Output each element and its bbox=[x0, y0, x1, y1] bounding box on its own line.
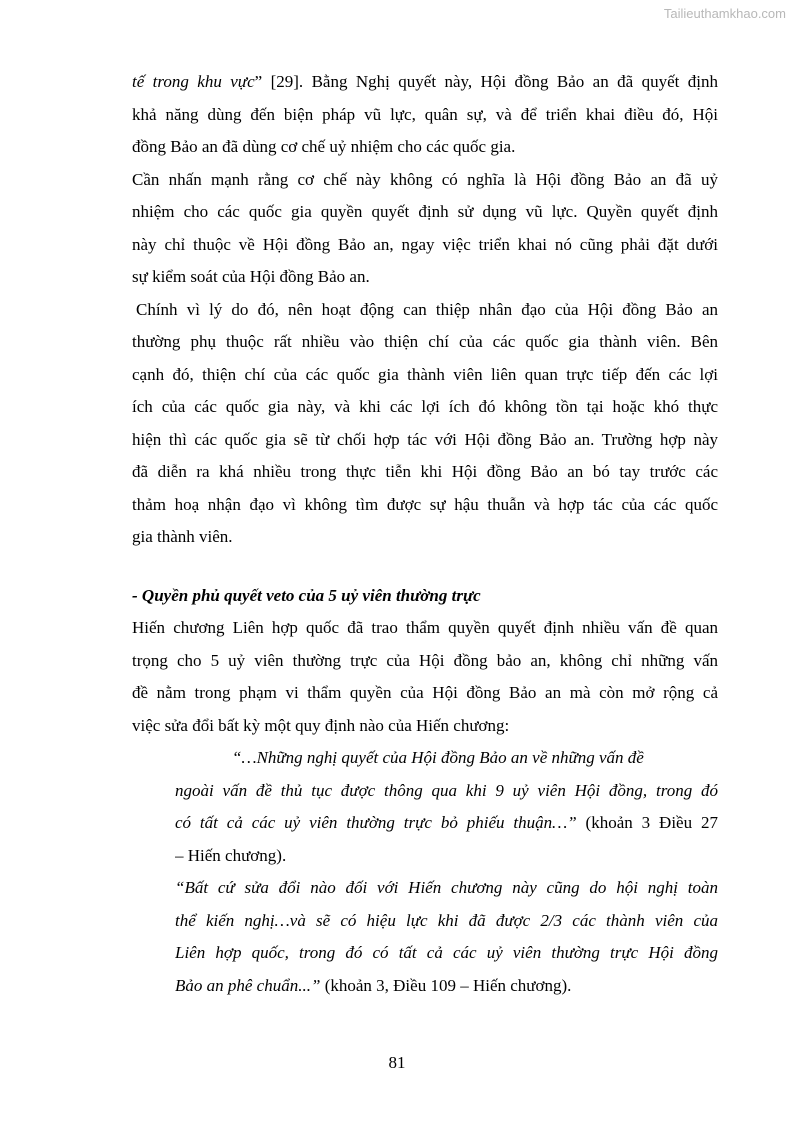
italic-phrase: có tất cả các uỷ viên thường trực bỏ phiếu thuận…” bbox=[175, 813, 577, 832]
citation: – Hiến chương). bbox=[175, 845, 287, 865]
quote-1 bbox=[175, 742, 718, 872]
text-line: thảm hoạ nhận đạo vì không tìm được sự hậu thuẫn và hợp tác của các quốc bbox=[132, 494, 718, 514]
citation: (khoản 3, Điều 109 – Hiến chương). bbox=[320, 975, 572, 995]
paragraph-4 bbox=[132, 612, 718, 742]
section-heading: - Quyền phủ quyết veto của 5 uỷ viên thường trực bbox=[132, 585, 481, 605]
text-line: “Bất cứ sửa đổi nào đối với Hiến chương này cũng do hội nghị toàn bbox=[175, 878, 718, 897]
text-line: hiện thì các quốc gia sẽ từ chối hợp tác với Hội đồng Bảo an. Trường hợp này bbox=[132, 429, 718, 449]
text-line: Hiến chương Liên hợp quốc đã trao thẩm quyền quyết định nhiều vấn đề quan bbox=[132, 618, 718, 637]
paragraph-2 bbox=[132, 164, 718, 294]
text-line: Chính vì lý do đó, nên hoạt động can thiệp nhân đạo của Hội đồng Bảo an bbox=[136, 299, 718, 319]
text-line: thường phụ thuộc rất nhiều vào thiện chí của các quốc gia thành viên. Bên bbox=[132, 332, 718, 351]
text-line: đã diễn ra khá nhiều trong thực tiễn khi Hội đồng Bảo an bó tay trước các bbox=[132, 462, 718, 481]
watermark: Tailieuthamkhao.com bbox=[663, 6, 786, 21]
paragraph-3 bbox=[132, 294, 718, 554]
quote-2 bbox=[175, 872, 718, 1002]
italic-phrase: Bảo an phê chuẩn...” bbox=[175, 975, 321, 995]
text-line: cạnh đó, thiện chí của các quốc gia thành viên liên quan trực tiếp đến các lợi bbox=[132, 364, 718, 384]
citation: (khoản 3 Điều 27 bbox=[576, 813, 718, 832]
italic-phrase: tế trong khu vực bbox=[132, 72, 255, 91]
text-line bbox=[132, 66, 718, 99]
text-line: thể kiến nghị…và sẽ có hiệu lực khi đã được 2/3 các thành viên của bbox=[175, 910, 718, 930]
text-line: nhiệm cho các quốc gia quyền quyết định sử dụng vũ lực. Quyền quyết định bbox=[132, 202, 718, 221]
text-line: này chỉ thuộc về Hội đồng Bảo an, ngay việc triển khai nó cũng phải đặt dưới bbox=[132, 234, 718, 254]
text-line: trọng cho 5 uỷ viên thường trực của Hội đồng bảo an, không chỉ những vấn bbox=[132, 650, 718, 670]
text-line: “…Những nghị quyết của Hội đồng Bảo an về những vấn đề bbox=[232, 748, 644, 767]
paragraph-1 bbox=[132, 66, 718, 164]
text-line: sự kiểm soát của Hội đồng Bảo an. bbox=[132, 267, 370, 286]
text-line: đề nằm trong phạm vi thẩm quyền của Hội đồng Bảo an mà còn mở rộng cả bbox=[132, 683, 718, 702]
text-line: gia thành viên. bbox=[132, 527, 233, 546]
text-line: Liên hợp quốc, trong đó có tất cả các uỷ viên thường trực Hội đồng bbox=[175, 943, 718, 962]
text-line: đồng Bảo an đã dùng cơ chế uỷ nhiệm cho các quốc gia. bbox=[132, 137, 516, 156]
blank-line bbox=[132, 554, 718, 580]
text-line: việc sửa đổi bất kỳ một quy định nào của Hiến chương: bbox=[132, 715, 510, 735]
text-line bbox=[175, 970, 718, 1003]
text-line: Cần nhấn mạnh rằng cơ chế này không có nghĩa là Hội đồng Bảo an đã uỷ bbox=[132, 169, 718, 189]
text-line bbox=[175, 807, 718, 840]
text-run: ” [29]. Bằng Nghị quyết này, Hội đồng Bảo an đã quyết định bbox=[254, 72, 718, 91]
text-line: khả năng dùng đến biện pháp vũ lực, quân sự, và để triển khai điều đó, Hội bbox=[132, 104, 718, 124]
page-number: 81 bbox=[388, 1053, 406, 1072]
text-line: ngoài vấn đề thủ tục được thông qua khi 9 uỷ viên Hội đồng, trong đó bbox=[175, 780, 718, 800]
document-body bbox=[132, 66, 718, 1002]
text-line: ích của các quốc gia này, và khi các lợi ích đó không tồn tại hoặc khó thực bbox=[132, 397, 718, 416]
